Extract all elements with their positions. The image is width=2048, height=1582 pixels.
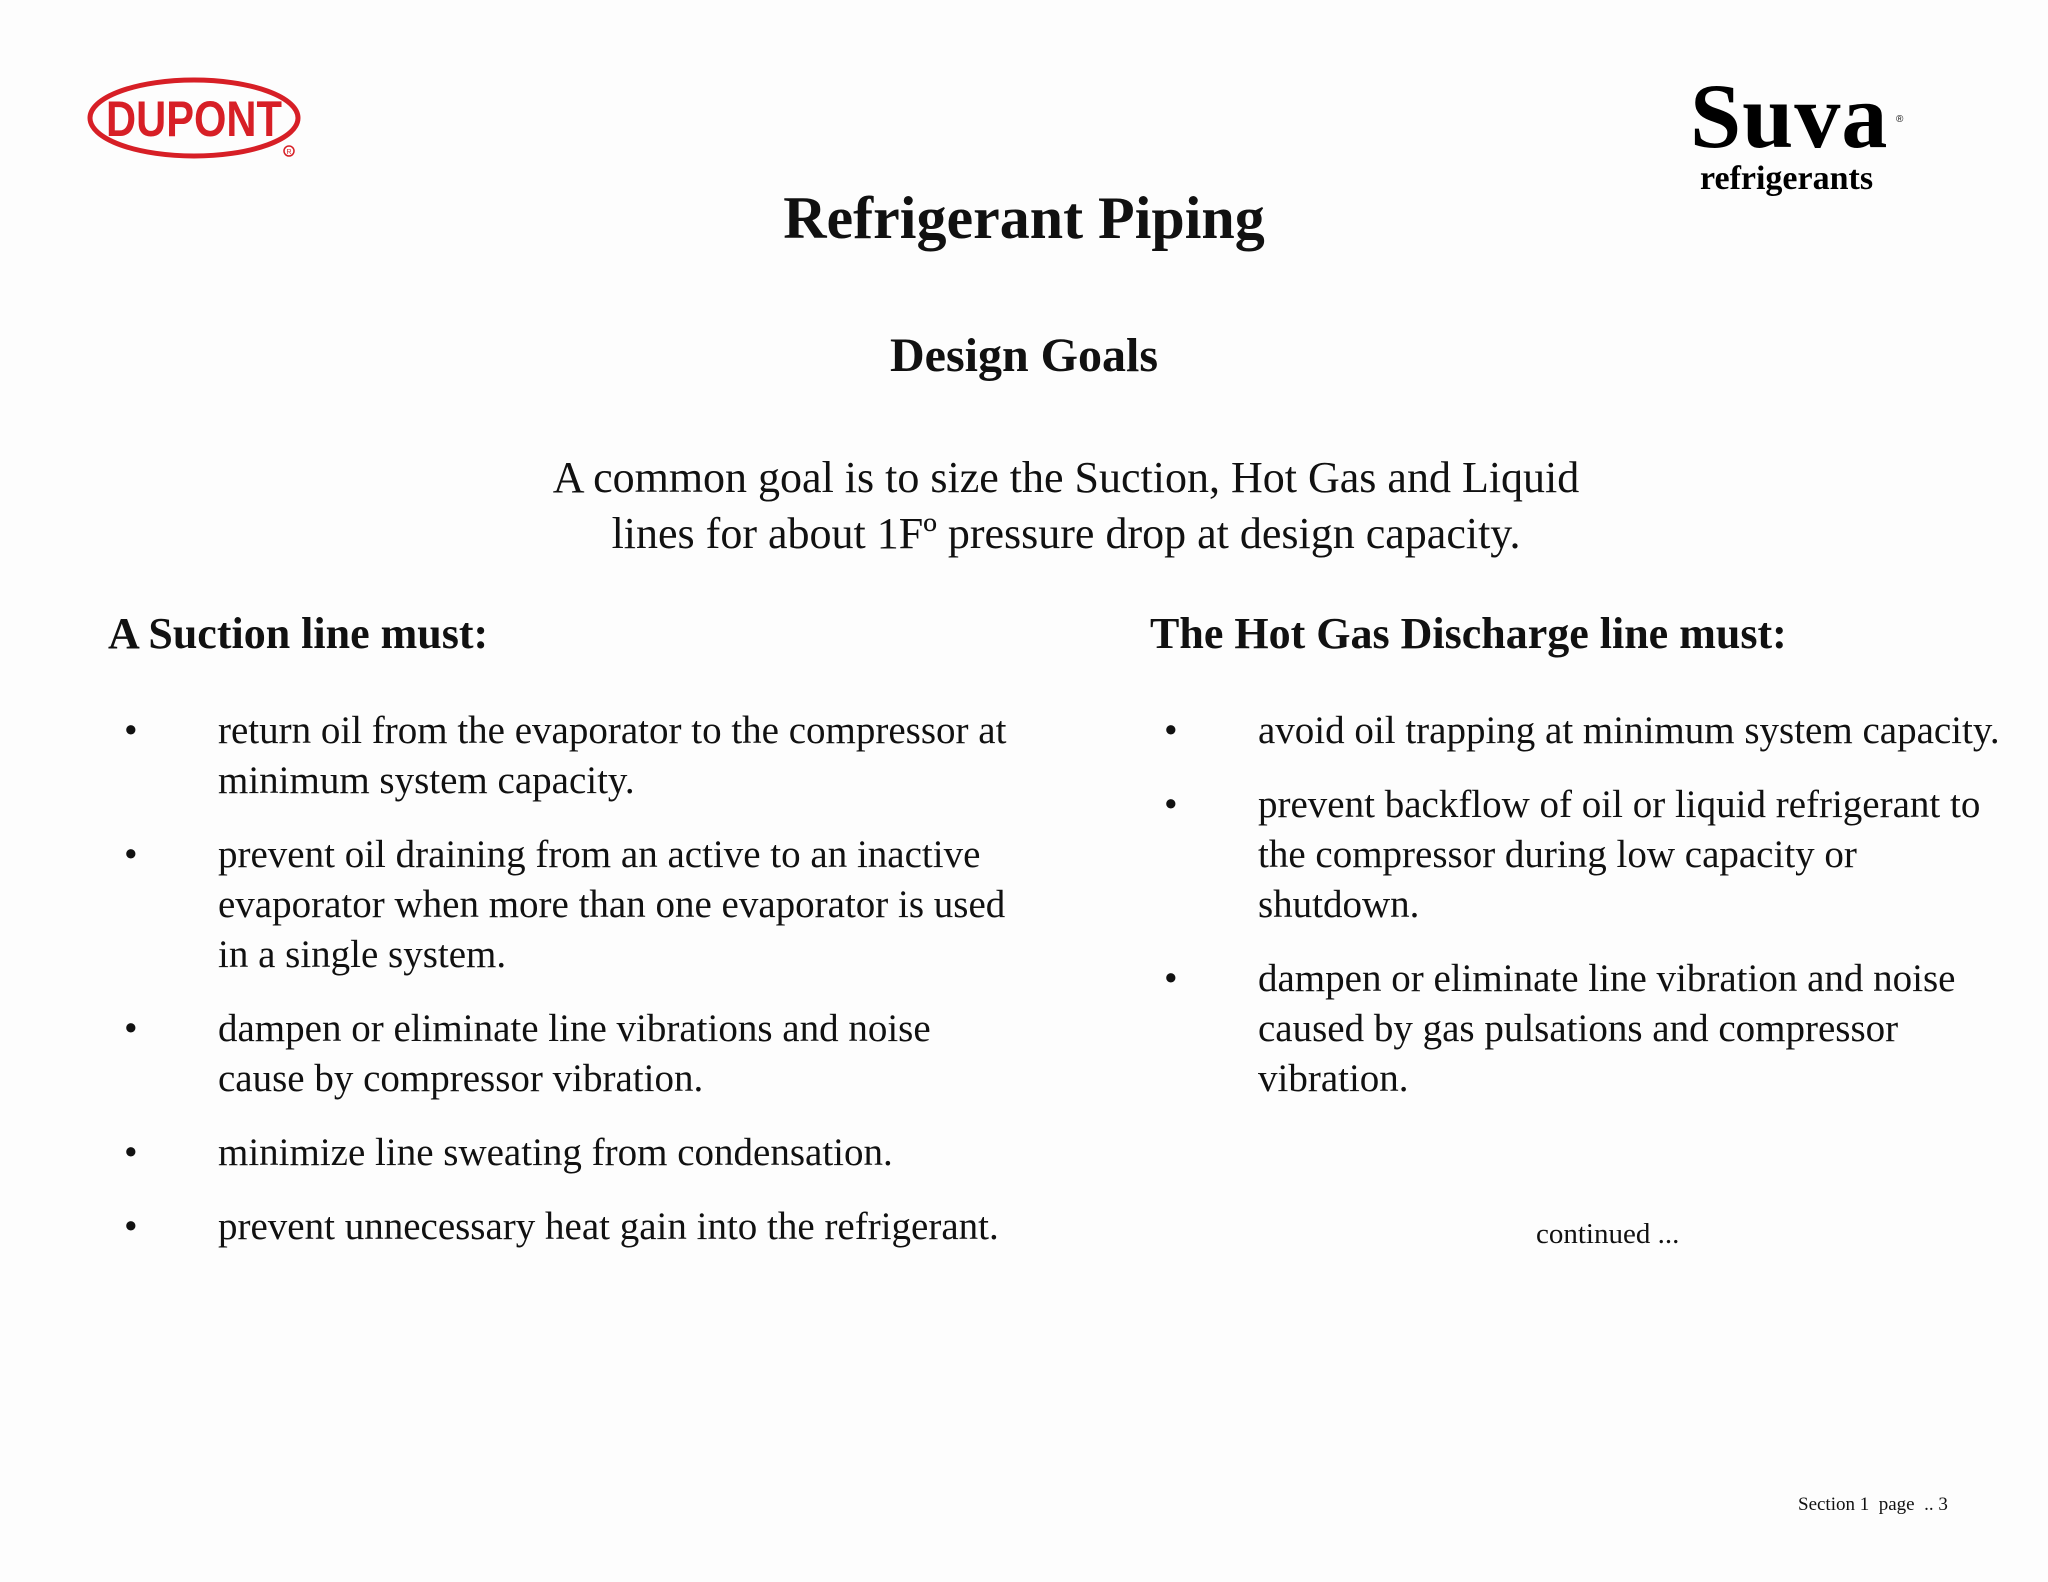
hot-gas-discharge-list (1160, 706, 2000, 1128)
list-item (1160, 954, 2000, 1104)
list-item-text: prevent oil draining from an active to an inactive evaporator when more than one evaporator is used in a single system. (218, 833, 1006, 976)
list-item-text: dampen or eliminate line vibrations and noise cause by compressor vibration. (218, 1007, 931, 1100)
list-item-text: dampen or eliminate line vibration and noise caused by gas pulsations and compressor vibration. (1258, 957, 1956, 1100)
list-item (120, 830, 1020, 980)
list-item (1160, 780, 2000, 930)
dupont-oval-logo-icon (86, 72, 308, 164)
intro-paragraph (0, 450, 2048, 562)
intro-line-2: lines for about 1Fº pressure drop at design capacity. (611, 509, 1521, 558)
bullet-icon: • (1164, 783, 1178, 826)
page-title: Refrigerant Piping (783, 185, 1265, 251)
hot-gas-discharge-heading: The Hot Gas Discharge line must: (1150, 609, 1787, 658)
bullet-icon: • (124, 833, 138, 876)
page-subtitle: Design Goals (889, 329, 1159, 382)
list-item (120, 1004, 1020, 1104)
suva-registered-mark: ® (1896, 114, 1904, 125)
list-item-text: minimize line sweating from condensation. (218, 1131, 893, 1174)
suction-line-heading: A Suction line must: (108, 609, 489, 658)
list-item (120, 706, 1020, 806)
svg-text:R: R (286, 149, 292, 156)
bullet-icon: • (124, 1131, 138, 1174)
suva-logo-word: Suva (1690, 65, 1889, 167)
continued-note: continued ... (1536, 1218, 1680, 1250)
dupont-logo (86, 72, 308, 164)
list-item (120, 1202, 1020, 1252)
list-item-text: avoid oil trapping at minimum system capacity. (1258, 709, 2000, 752)
bullet-icon: • (124, 709, 138, 752)
bullet-icon: • (1164, 957, 1178, 1000)
list-item-text: prevent unnecessary heat gain into the refrigerant. (218, 1205, 999, 1248)
bullet-icon: • (124, 1007, 138, 1050)
page-footer: Section 1 page .. 3 (1798, 1494, 1948, 1515)
suva-logo-subtitle: refrigerants (1700, 160, 1874, 197)
list-item-text: prevent backflow of oil or liquid refrigerant to the compressor during low capacity or shutdown. (1258, 783, 1981, 926)
dupont-logo-text: DUPONT (106, 91, 282, 147)
suva-logo (1690, 65, 1920, 200)
bullet-icon: • (1164, 709, 1178, 752)
bullet-icon: • (124, 1205, 138, 1248)
suction-line-list (120, 706, 1020, 1276)
list-item (120, 1128, 1020, 1178)
list-item-text: return oil from the evaporator to the compressor at minimum system capacity. (218, 709, 1007, 802)
list-item (1160, 706, 2000, 756)
intro-line-1: A common goal is to size the Suction, Hot Gas and Liquid (552, 453, 1580, 502)
